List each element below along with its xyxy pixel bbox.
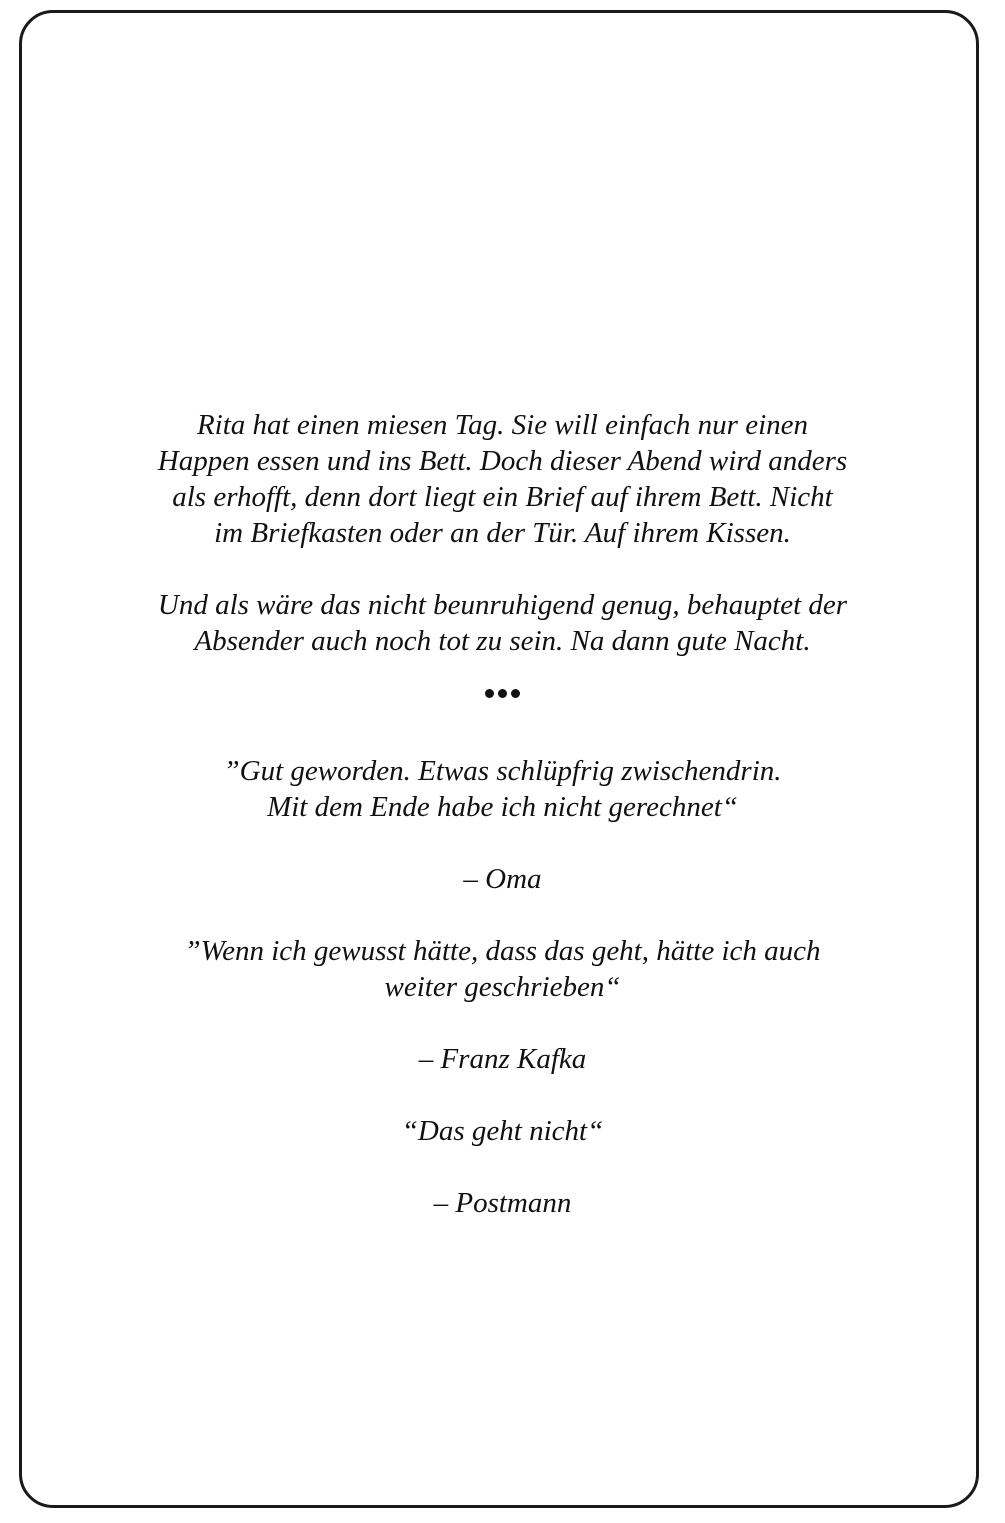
blurb-line: Happen essen und ins Bett. Doch dieser Abend wird anders [157, 445, 848, 477]
quote-attribution: – Postmann [433, 1187, 572, 1219]
divider-dot [485, 689, 494, 698]
divider-dot [498, 689, 507, 698]
blurb-line: Und als wäre das nicht beunruhigend genug, behauptet der [157, 589, 848, 621]
quote-line: “Das geht nicht“ [401, 1115, 604, 1147]
quote-line: weiter geschrieben“ [384, 971, 621, 1003]
quote-line: ”Gut geworden. Etwas schlüpfrig zwischendrin. [223, 755, 782, 787]
quote-line: Mit dem Ende habe ich nicht gerechnet“ [267, 791, 738, 823]
blurb-line: Absender auch noch tot zu sein. Na dann gute Nacht. [194, 625, 811, 657]
divider-dot [511, 689, 520, 698]
blurb-paragraph-2 [133, 587, 873, 659]
blurb-line: als erhofft, denn dort liegt ein Brief auf ihrem Bett. Nicht [172, 481, 833, 513]
blurb-paragraph-1 [133, 407, 873, 551]
quote-line: ”Wenn ich gewusst hätte, dass das geht, hätte ich auch [184, 935, 821, 967]
ellipsis-divider [0, 689, 1005, 701]
back-cover-text [0, 407, 1005, 1221]
quote-oma [133, 753, 873, 825]
blurb-line: Rita hat einen miesen Tag. Sie will einfach nur einen [196, 409, 809, 441]
blurb-line: im Briefkasten oder an der Tür. Auf ihrem Kissen. [214, 517, 791, 549]
quote-attribution: – Oma [463, 863, 542, 895]
quote-postmann [133, 1113, 873, 1149]
quote-kafka [133, 933, 873, 1005]
quote-attribution: – Franz Kafka [418, 1043, 587, 1075]
